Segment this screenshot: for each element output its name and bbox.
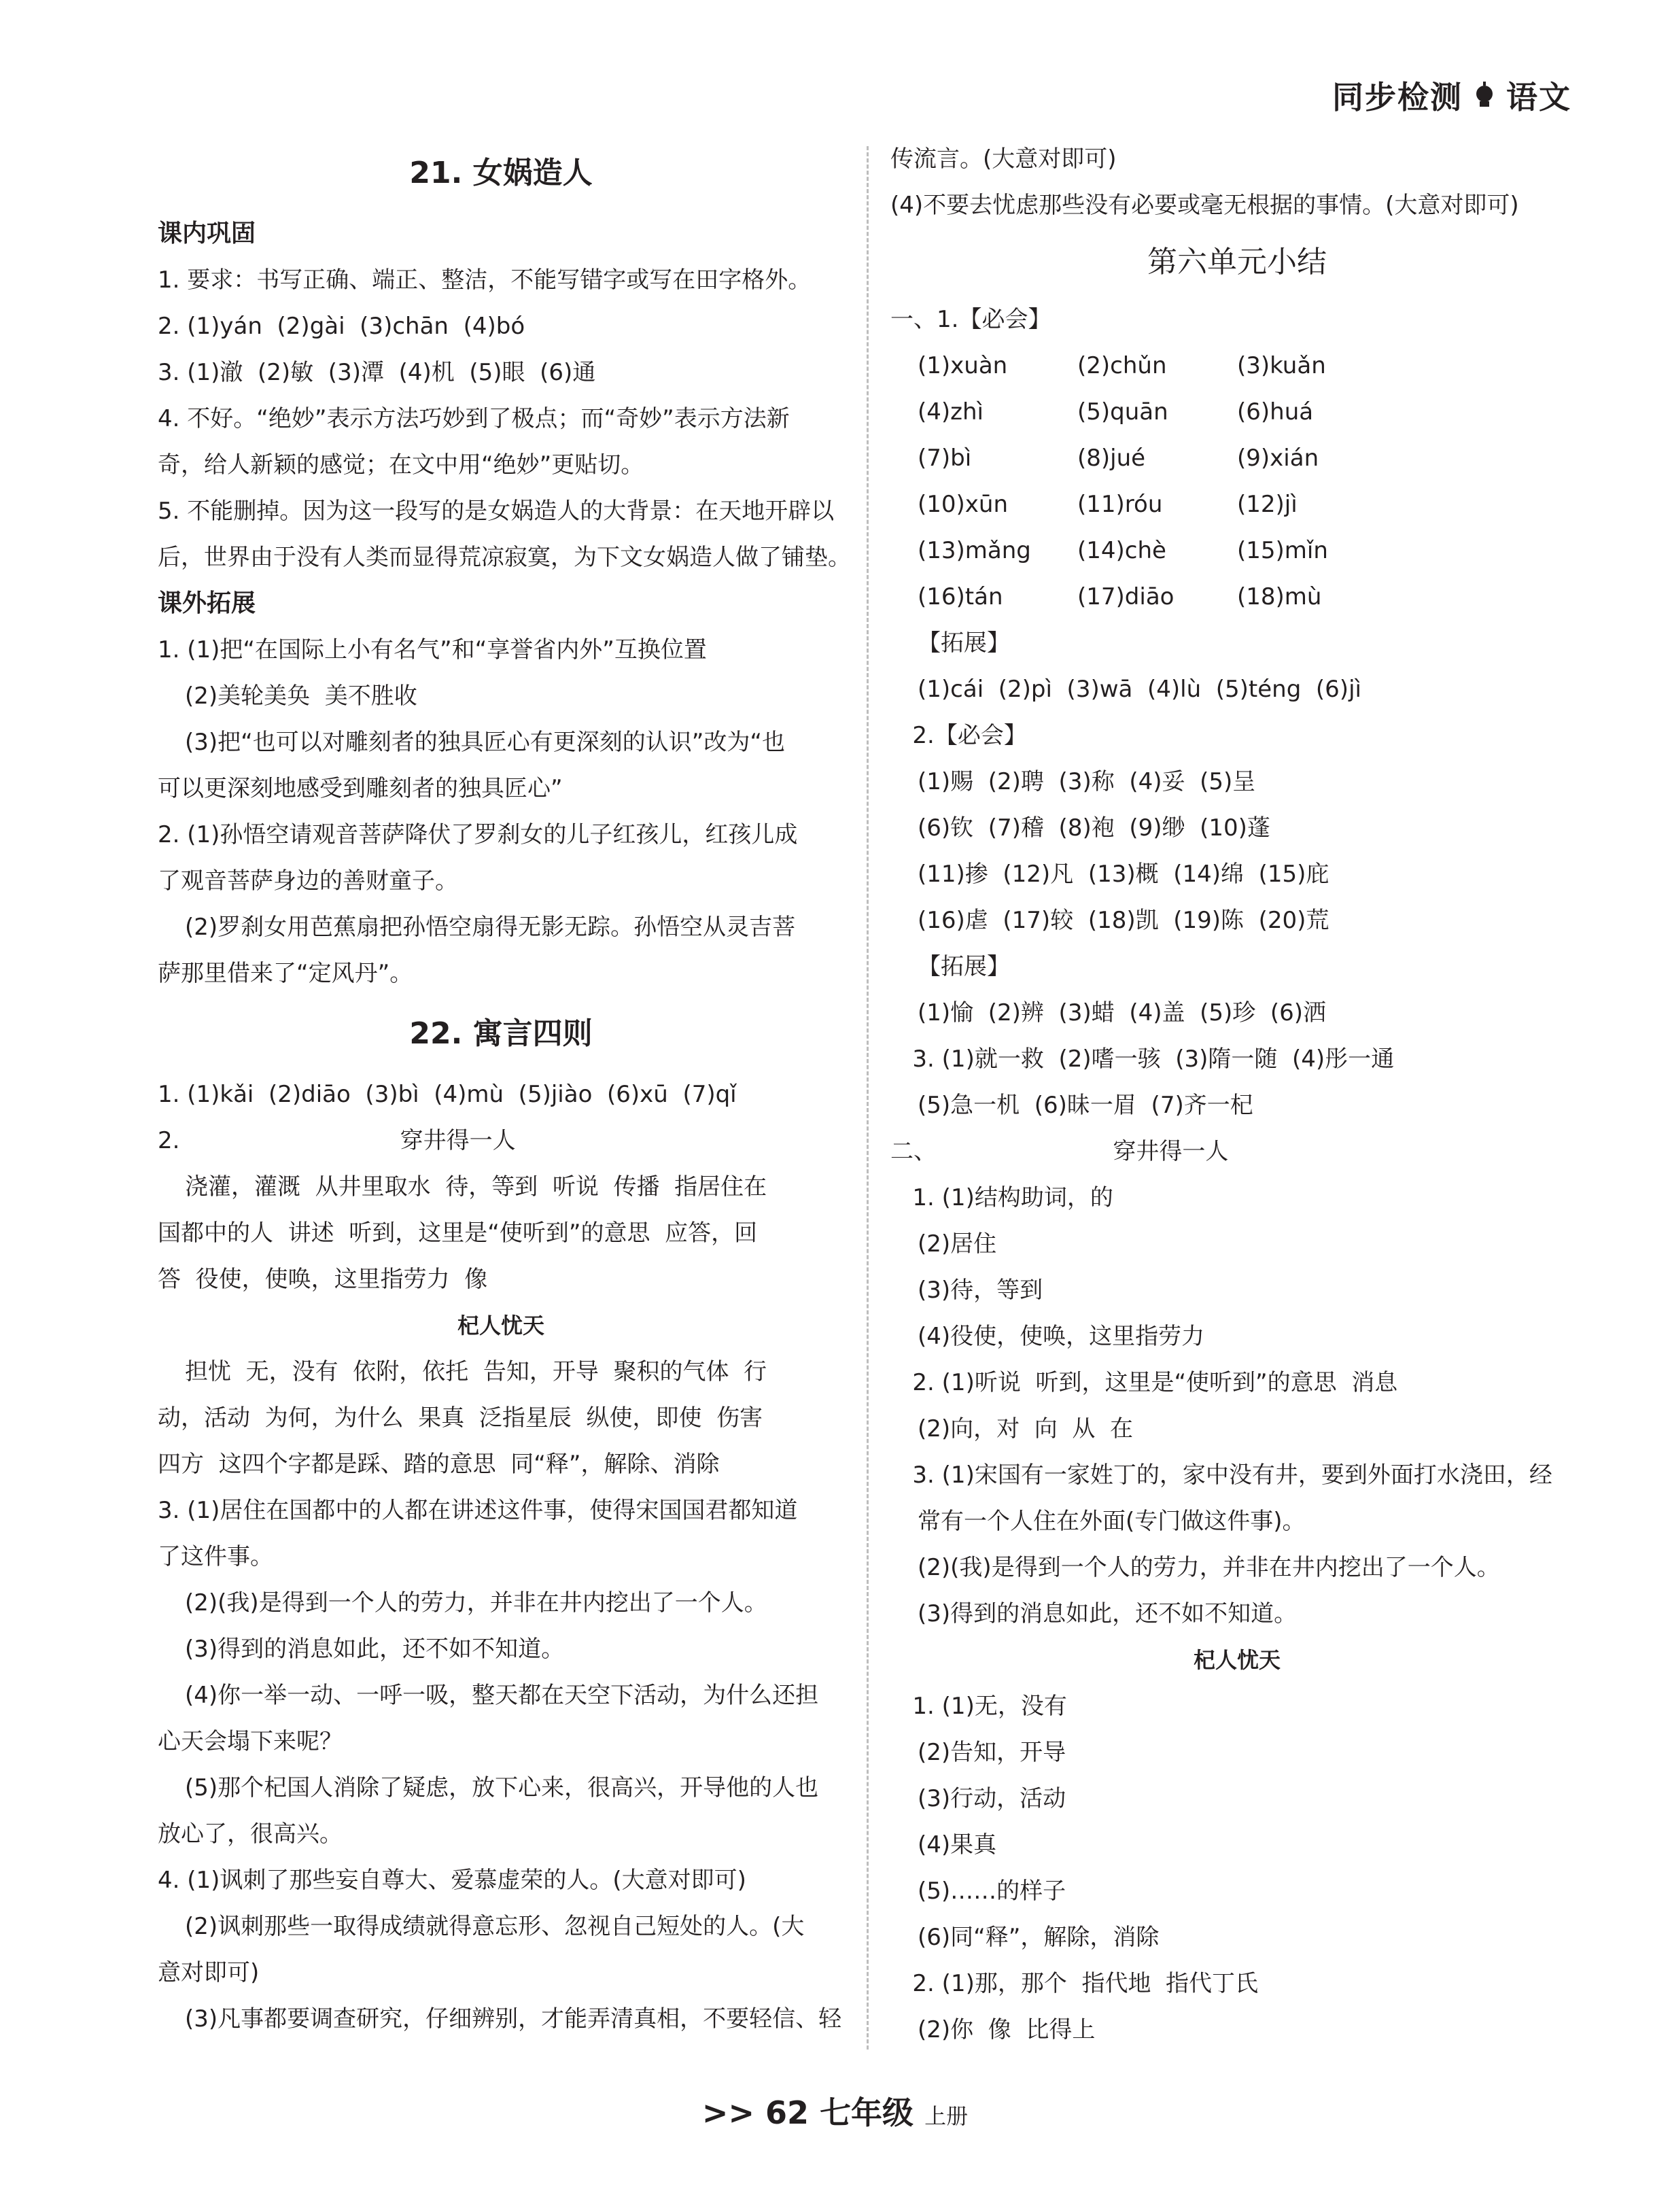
answer-line: (2)告知，开导 <box>918 1739 1066 1766</box>
answer-line: (2)美轮美奂 美不胜收 <box>185 682 417 710</box>
answer-line: 4. (1)讽刺了那些妄自尊大、爱慕虚荣的人。(大意对即可) <box>158 1867 746 1894</box>
answer-line: (3)行动，活动 <box>918 1785 1066 1812</box>
header-series: 同步检测 <box>1332 79 1463 116</box>
answer-line: 3. (1)宋国有一家姓丁的，家中没有井，要到外面打水浇田，经 <box>890 1462 1552 1489</box>
answer-line: 四方 这四个字都是踩、踏的意思 同“释”，解除、消除 <box>158 1451 720 1478</box>
answer-line: 了这件事。 <box>158 1543 273 1570</box>
answer-line: 放心了，很高兴。 <box>158 1820 343 1848</box>
answer-row <box>890 343 1584 389</box>
answer-line: 传流言。(大意对即可) <box>890 145 1117 173</box>
subheading: 杞人忧天 <box>1193 1647 1281 1673</box>
answer-line: (6)钦 (7)稽 (8)袍 (9)缈 (10)蓬 <box>918 814 1270 842</box>
answer-line: (16)虐 (17)较 (18)凯 (19)陈 (20)荒 <box>918 907 1329 934</box>
answer-line: 3. (1)居住在国都中的人都在讲述这件事，使得宋国国君都知道 <box>158 1497 798 1524</box>
answer-line: (1)愉 (2)辨 (3)蜡 (4)盖 (5)珍 (6)洒 <box>918 999 1327 1026</box>
answer-cell: (2)chǔn <box>1077 352 1167 379</box>
answer-line: 二、 穿井得一人 <box>890 1138 1229 1165</box>
answer-line: (4)果真 <box>918 1831 997 1859</box>
answer-cell: (8)jué <box>1077 445 1146 472</box>
answer-line: 国都中的人 讲述 听到，这里是“使听到”的意思 应答，回 <box>158 1220 758 1247</box>
answer-line: 担忧 无，没有 依附，依托 告知，开导 聚积的气体 行 <box>185 1358 767 1385</box>
answer-line: 1. (1)结构助词，的 <box>890 1184 1113 1211</box>
answer-cell: (10)xūn <box>918 491 1009 518</box>
footer-grade: 七年级 <box>820 2094 914 2131</box>
answer-cell: (12)jì <box>1237 491 1298 518</box>
answer-line: 2. (1)听说 听到，这里是“使听到”的意思 消息 <box>890 1369 1398 1396</box>
answer-row <box>890 574 1584 620</box>
answer-line: 答 役使，使唤，这里指劳力 像 <box>158 1266 488 1293</box>
answer-line: 1. (1)kǎi (2)diāo (3)bì (4)mù (5)jiào (6)xū (7)qǐ <box>158 1081 737 1108</box>
answer-line: 2. (1)那，那个 指代地 指代丁氏 <box>890 1970 1259 1997</box>
answer-cell: (17)diāo <box>1077 583 1175 610</box>
answer-line: 5. 不能删掉。因为这一段写的是女娲造人的大背景：在天地开辟以 <box>158 498 835 525</box>
answer-line: 1. (1)无，没有 <box>890 1693 1067 1720</box>
answer-line: (3)把“也可以对雕刻者的独具匠心有更深刻的认识”改为“也 <box>185 729 786 756</box>
answer-cell: (11)róu <box>1077 491 1163 518</box>
right-column <box>890 136 1584 2053</box>
answer-row <box>890 389 1584 435</box>
answer-line: (3)得到的消息如此，还不如不知道。 <box>185 1636 565 1663</box>
answer-line: 1. 要求：书写正确、端正、整洁，不能写错字或写在田字格外。 <box>158 266 812 294</box>
section-title: 第六单元小结 <box>1147 245 1327 279</box>
answer-line: (4)役使，使唤，这里指劳力 <box>918 1323 1205 1350</box>
answer-cell: (7)bì <box>918 445 972 472</box>
answer-line: 2. (1)yán (2)gài (3)chān (4)bó <box>158 313 525 340</box>
answer-line: 了观音菩萨身边的善财童子。 <box>158 867 458 895</box>
section-title: 22. 寓言四则 <box>409 1016 593 1051</box>
answer-line: (3)凡事都要调查研究，仔细辨别，才能弄清真相，不要轻信、轻 <box>185 2005 842 2033</box>
answer-cell: (5)quān <box>1077 398 1168 426</box>
answer-row <box>890 528 1584 574</box>
footer-volume: 上册 <box>924 2103 969 2129</box>
answer-line: (2)讽刺那些一取得成绩就得意忘形、忽视自己短处的人。(大 <box>185 1913 805 1940</box>
answer-line: (1)赐 (2)聘 (3)称 (4)妥 (5)呈 <box>918 768 1256 795</box>
answer-line: (2)(我)是得到一个人的劳力，并非在井内挖出了一个人。 <box>918 1554 1500 1581</box>
answer-line: 一、1.【必会】 <box>890 306 1051 333</box>
answer-cell: (14)chè <box>1077 537 1166 564</box>
answer-line: (2)向，对 向 从 在 <box>918 1415 1134 1442</box>
answer-line: 4. 不好。“绝妙”表示方法巧妙到了极点；而“奇妙”表示方法新 <box>158 405 790 432</box>
answer-line: 意对即可) <box>158 1959 260 1986</box>
answer-line: 2. (1)孙悟空请观音菩萨降伏了罗刹女的儿子红孩儿，红孩儿成 <box>158 821 798 848</box>
answer-cell: (13)mǎng <box>918 537 1031 564</box>
answer-line: 3. (1)澈 (2)敏 (3)潭 (4)机 (5)眼 (6)通 <box>158 359 596 386</box>
answer-line: (11)掺 (12)凡 (13)概 (14)绵 (15)庇 <box>918 861 1329 888</box>
answer-line: 心天会塌下来呢？ <box>158 1728 343 1755</box>
answer-line: (1)cái (2)pì (3)wā (4)lù (5)téng (6)jì <box>918 676 1361 703</box>
column-divider <box>867 146 869 2050</box>
answer-line: 【拓展】 <box>918 629 1010 657</box>
answer-line: 2.【必会】 <box>890 722 1027 749</box>
answer-line: (5)急一机 (6)昧一眉 (7)齐一杞 <box>918 1092 1253 1119</box>
answer-line: (5)……的样子 <box>918 1878 1066 1905</box>
footer-arrow: >> <box>701 2094 754 2131</box>
page-footer <box>0 2088 1670 2133</box>
answer-line: 萨那里借来了“定风丹”。 <box>158 960 413 987</box>
bulb-icon <box>1469 80 1499 110</box>
answer-line: 奇，给人新颖的感觉；在文中用“绝妙”更贴切。 <box>158 451 644 479</box>
answer-cell: (6)huá <box>1237 398 1314 426</box>
answer-cell: (16)tán <box>918 583 1003 610</box>
answer-line: (4)你一举一动、一呼一吸，整天都在天空下活动，为什么还担 <box>185 1682 819 1709</box>
answer-cell: (9)xián <box>1237 445 1319 472</box>
answer-line: 浇灌，灌溉 从井里取水 待，等到 听说 传播 指居住在 <box>185 1173 767 1200</box>
answer-line: 可以更深刻地感受到雕刻者的独具匠心” <box>158 775 563 802</box>
answer-line: 3. (1)就一救 (2)嗜一骇 (3)隋一随 (4)彤一通 <box>890 1045 1395 1073</box>
answer-line: 后，世界由于没有人类而显得荒凉寂寞，为下文女娲造人做了铺垫。 <box>158 544 851 571</box>
subheading: 杞人忧天 <box>457 1313 544 1338</box>
answer-line: (2)居住 <box>918 1230 997 1258</box>
answer-line: (2)罗刹女用芭蕉扇把孙悟空扇得无影无踪。孙悟空从灵吉菩 <box>185 914 796 941</box>
section-heading: 课内巩固 <box>158 220 256 247</box>
answer-line: 动，活动 为何，为什么 果真 泛指星辰 纵使，即使 伤害 <box>158 1404 763 1432</box>
answer-line: (3)待，等到 <box>918 1277 1043 1304</box>
answer-cell: (18)mù <box>1237 583 1322 610</box>
answer-line: 【拓展】 <box>918 953 1010 980</box>
answer-row <box>890 435 1584 481</box>
answer-line: (6)同“释”，解除，消除 <box>918 1924 1160 1951</box>
answer-line: (4)不要去忧虑那些没有必要或毫无根据的事情。(大意对即可) <box>890 192 1519 219</box>
section-heading: 课外拓展 <box>158 589 256 617</box>
answer-line: 1. (1)把“在国际上小有名气”和“享誉省内外”互换位置 <box>158 636 707 663</box>
answer-cell: (15)mǐn <box>1237 537 1328 564</box>
page-number: 62 <box>765 2094 810 2131</box>
answer-row <box>890 481 1584 528</box>
answer-line: (5)那个杞国人消除了疑虑，放下心来，很高兴，开导他的人也 <box>185 1774 819 1801</box>
answer-line: (3)得到的消息如此，还不如不知道。 <box>918 1600 1298 1627</box>
answer-line: (2)(我)是得到一个人的劳力，并非在井内挖出了一个人。 <box>185 1589 767 1617</box>
left-column <box>158 136 851 2042</box>
section-title: 21. 女娲造人 <box>409 156 593 190</box>
answer-line: (2)你 像 比得上 <box>918 2016 1096 2043</box>
answer-line: 2. 穿井得一人 <box>158 1127 516 1154</box>
answer-cell: (4)zhì <box>918 398 984 426</box>
header-subject: 语文 <box>1506 79 1571 116</box>
page-header <box>1332 68 1571 122</box>
answer-cell: (1)xuàn <box>918 352 1008 379</box>
answer-cell: (3)kuǎn <box>1237 352 1326 379</box>
answer-line: 常有一个人住在外面(专门做这件事)。 <box>918 1508 1306 1535</box>
